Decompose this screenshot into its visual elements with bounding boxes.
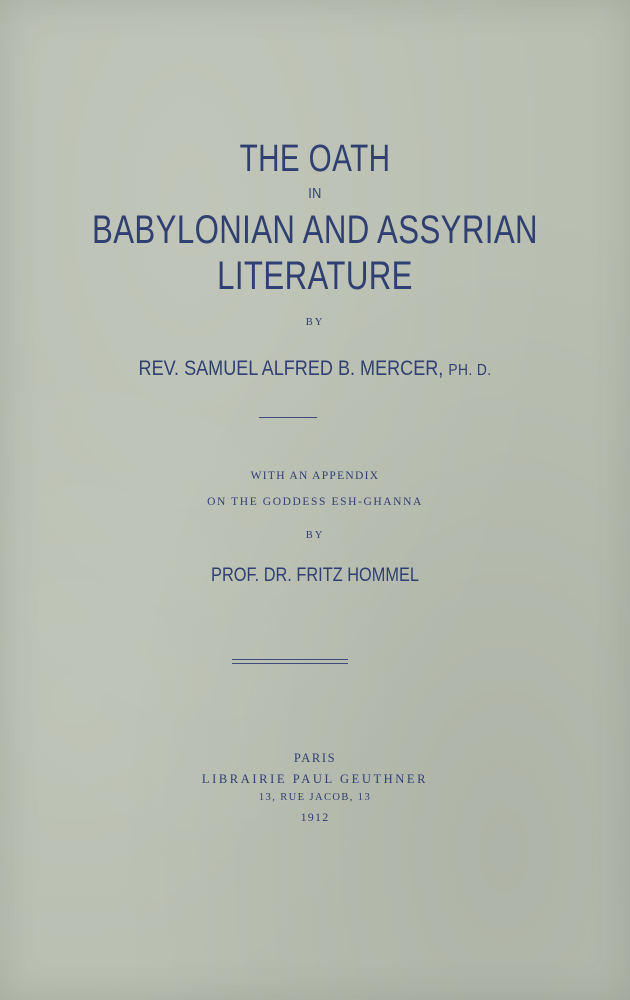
double-rule-bottom xyxy=(232,663,348,664)
imprint-publisher: LIBRAIRIE PAUL GEUTHNER xyxy=(201,772,429,786)
by-label: BY xyxy=(305,317,325,328)
appendix-line-1: WITH AN APPENDIX xyxy=(250,470,380,482)
appendix-author: PROF. DR. FRITZ HOMMEL xyxy=(211,565,419,586)
author-name: REV. SAMUEL ALFRED B. MERCER, xyxy=(138,357,444,380)
imprint-address: 13, RUE JACOB, 13 xyxy=(258,792,372,803)
double-rule-top xyxy=(232,659,348,660)
title-line-1: THE OATH xyxy=(239,138,391,180)
author-degree: PH. D. xyxy=(448,362,492,379)
imprint-city: PARIS xyxy=(293,751,337,765)
divider-rule xyxy=(259,417,317,418)
title-connector: IN xyxy=(308,185,322,202)
title-line-3: LITERATURE xyxy=(217,254,413,298)
appendix-by-label: BY xyxy=(305,530,325,541)
author-line xyxy=(44,358,586,379)
appendix-line-2: ON THE GODDESS ESH-GHANNA xyxy=(207,496,423,508)
title-line-2: BABYLONIAN AND ASSYRIAN xyxy=(92,208,538,252)
imprint-year: 1912 xyxy=(300,810,330,824)
